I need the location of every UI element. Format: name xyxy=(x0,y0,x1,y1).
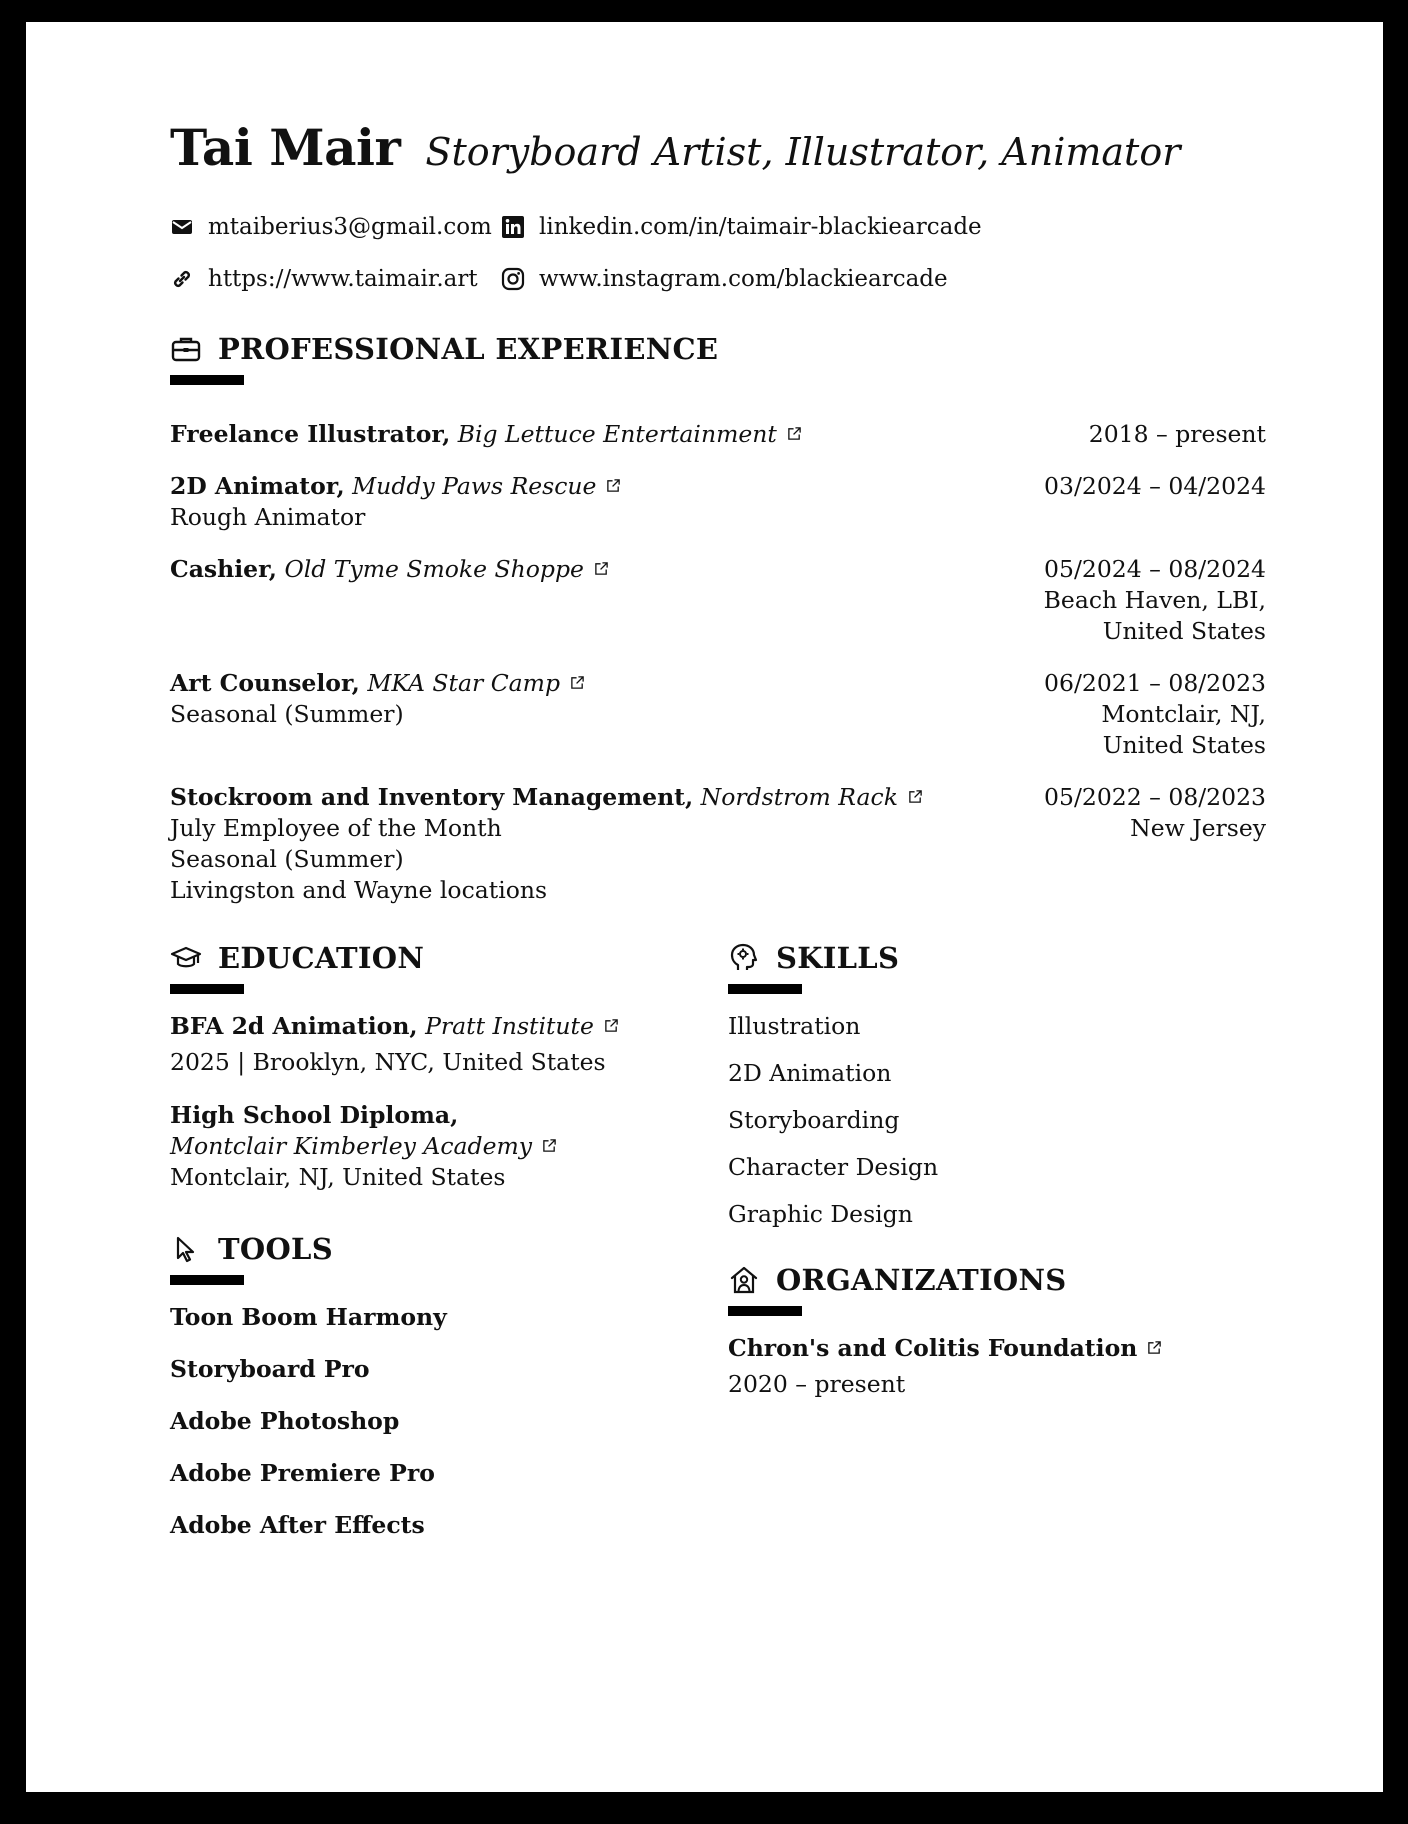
tool-item: Storyboard Pro xyxy=(170,1355,370,1383)
school-link[interactable]: Montclair Kimberley Academy xyxy=(170,1132,533,1160)
section-underline xyxy=(728,984,802,994)
external-link-icon[interactable] xyxy=(1147,1340,1162,1355)
location-line: Montclair, NJ, xyxy=(1101,700,1266,728)
tools-heading xyxy=(170,1232,333,1266)
skills-title: SKILLS xyxy=(776,941,900,975)
contact-linkedin[interactable] xyxy=(501,214,982,240)
role: 2D Animator, xyxy=(170,472,345,500)
role: Freelance Illustrator, xyxy=(170,420,451,448)
contact-instagram[interactable] xyxy=(501,266,948,292)
organization-dates: 2020 – present xyxy=(728,1370,906,1398)
tools-title: TOOLS xyxy=(218,1232,333,1266)
role: Art Counselor, xyxy=(170,669,360,697)
header xyxy=(170,118,1180,177)
skill-item: Character Design xyxy=(728,1153,939,1181)
linkedin-icon xyxy=(501,215,525,239)
organizations-title: ORGANIZATIONS xyxy=(776,1263,1067,1297)
experience-heading xyxy=(170,332,718,366)
external-link-icon[interactable] xyxy=(787,426,802,441)
detail-line: Seasonal (Summer) xyxy=(170,700,404,728)
company-link[interactable]: Muddy Paws Rescue xyxy=(352,472,597,500)
briefcase-icon xyxy=(170,333,202,365)
organizations-heading xyxy=(728,1263,1067,1297)
house-person-icon xyxy=(728,1264,760,1296)
instagram-icon xyxy=(501,267,525,291)
education-detail: 2025 | Brooklyn, NYC, United States xyxy=(170,1048,606,1076)
company-link[interactable]: Nordstrom Rack xyxy=(700,783,898,811)
cursor-icon xyxy=(170,1233,202,1265)
instagram-text: www.instagram.com/blackiearcade xyxy=(539,266,948,292)
graduation-cap-icon xyxy=(170,942,202,974)
degree: High School Diploma, xyxy=(170,1101,459,1129)
company-link[interactable]: Big Lettuce Entertainment xyxy=(457,420,777,448)
job-title: Storyboard Artist, Illustrator, Animator xyxy=(425,130,1181,174)
link-icon xyxy=(170,267,194,291)
location-line: New Jersey xyxy=(1130,814,1266,842)
person-name: Tai Mair xyxy=(170,118,401,177)
experience-title: PROFESSIONAL EXPERIENCE xyxy=(218,332,719,366)
organization-item xyxy=(728,1330,1162,1402)
external-link-icon[interactable] xyxy=(606,478,621,493)
external-link-icon[interactable] xyxy=(594,561,609,576)
contact-website[interactable] xyxy=(170,266,478,292)
skill-item: Storyboarding xyxy=(728,1106,900,1134)
location-line: Beach Haven, LBI, xyxy=(1043,586,1266,614)
detail-line: Livingston and Wayne locations xyxy=(170,876,548,904)
external-link-icon[interactable] xyxy=(908,789,923,804)
external-link-icon[interactable] xyxy=(542,1138,557,1153)
tool-item: Adobe Photoshop xyxy=(170,1407,400,1435)
detail-line: July Employee of the Month xyxy=(170,814,502,842)
education-title: EDUCATION xyxy=(218,941,425,975)
envelope-icon xyxy=(170,215,194,239)
section-underline xyxy=(170,1275,244,1285)
company-link[interactable]: MKA Star Camp xyxy=(367,669,561,697)
dates: 05/2024 – 08/2024 xyxy=(1044,555,1266,583)
skills-heading xyxy=(728,941,899,975)
education-item xyxy=(170,1100,557,1193)
education-heading xyxy=(170,941,424,975)
dates: 06/2021 – 08/2023 xyxy=(1044,669,1266,697)
skill-item: 2D Animation xyxy=(728,1059,892,1087)
external-link-icon[interactable] xyxy=(604,1018,619,1033)
location-line: United States xyxy=(1102,731,1266,759)
dates: 2018 – present xyxy=(1088,420,1266,448)
organization-link[interactable]: Chron's and Colitis Foundation xyxy=(728,1334,1138,1362)
tool-item: Adobe Premiere Pro xyxy=(170,1459,435,1487)
dates: 05/2022 – 08/2023 xyxy=(1044,783,1266,811)
head-gear-icon xyxy=(728,942,760,974)
tool-item: Adobe After Effects xyxy=(170,1511,425,1539)
school-link[interactable]: Pratt Institute xyxy=(425,1012,594,1040)
email-text: mtaiberius3@gmail.com xyxy=(208,214,492,240)
section-underline xyxy=(728,1306,802,1316)
education-detail: Montclair, NJ, United States xyxy=(170,1163,506,1191)
education-item xyxy=(170,1008,619,1080)
linkedin-text: linkedin.com/in/taimair-blackiearcade xyxy=(539,214,982,240)
dates: 03/2024 – 04/2024 xyxy=(1044,472,1266,500)
skill-item: Illustration xyxy=(728,1012,861,1040)
role: Stockroom and Inventory Management, xyxy=(170,783,694,811)
detail-line: Rough Animator xyxy=(170,503,366,531)
contact-email[interactable] xyxy=(170,214,492,240)
external-link-icon[interactable] xyxy=(570,675,585,690)
company-link[interactable]: Old Tyme Smoke Shoppe xyxy=(284,555,584,583)
section-underline xyxy=(170,375,244,385)
degree: BFA 2d Animation, xyxy=(170,1012,418,1040)
tool-item: Toon Boom Harmony xyxy=(170,1303,447,1331)
skill-item: Graphic Design xyxy=(728,1200,913,1228)
detail-line: Seasonal (Summer) xyxy=(170,845,404,873)
resume-page xyxy=(26,22,1383,1792)
website-text: https://www.taimair.art xyxy=(208,266,478,292)
role: Cashier, xyxy=(170,555,277,583)
location-line: United States xyxy=(1102,617,1266,645)
section-underline xyxy=(170,984,244,994)
